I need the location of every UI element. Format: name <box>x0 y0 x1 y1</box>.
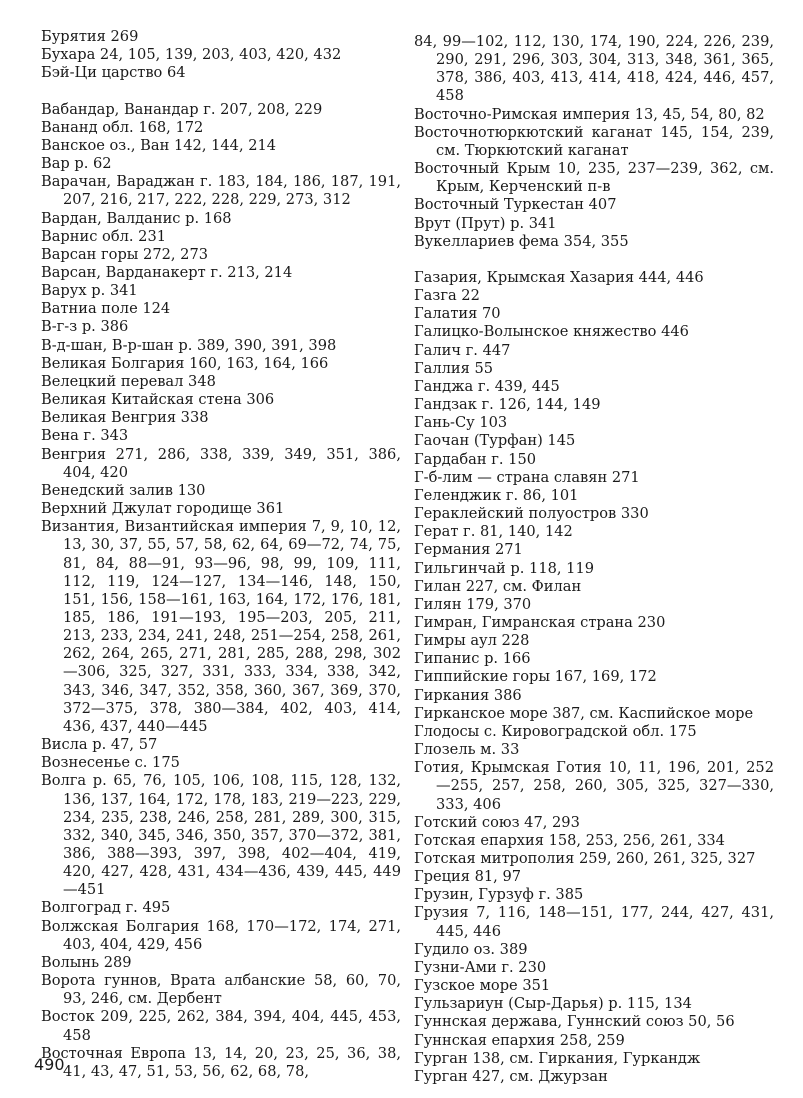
index-entry: Вабандар, Ванандар г. 207, 208, 229 <box>41 100 323 118</box>
index-entry: Геленджик г. 86, 101 <box>414 486 579 504</box>
index-entry: Варсан горы 272, 273 <box>41 245 209 263</box>
index-entry: Готская митрополия 259, 260, 261, 325, 327 <box>414 850 756 868</box>
index-entry: В-г-з р. 386 <box>41 318 129 336</box>
index-entry: Вена г. 343 <box>41 427 129 445</box>
index-entry: Варух р. 341 <box>41 282 138 300</box>
index-entry: Гилан 227, см. Филан <box>414 577 582 595</box>
index-entry: Грузия 7, 116, 148—151, 177, 244, 427, 431, 445, 446 <box>414 904 774 940</box>
index-entry: Велецкий перевал 348 <box>41 372 216 390</box>
index-entry: 84, 99—102, 112, 130, 174, 190, 224, 226, 239, 290, 291, 296, 303, 304, 313, 348, 361, 365, 378, 386, 403, 413, 414, 418, 424, 446, 457, 458 <box>414 33 774 105</box>
index-entry: Волынь 289 <box>41 953 132 971</box>
index-column-left <box>41 28 401 1081</box>
index-entry: Восточный Туркестан 407 <box>414 196 617 214</box>
index-section-gap <box>41 82 401 100</box>
index-entry: Гильгинчай р. 118, 119 <box>414 559 595 577</box>
index-entry: Восточная Европа 13, 14, 20, 23, 25, 36, 38, 41, 43, 47, 51, 53, 56, 62, 68, 78, <box>41 1044 401 1080</box>
index-entry: Гардабан г. 150 <box>414 450 537 468</box>
index-entry: Гуннская епархия 258, 259 <box>414 1031 625 1049</box>
index-entry: В-д-шан, В-р-шан р. 389, 390, 391, 398 <box>41 336 337 354</box>
index-entry: Великая Венгрия 338 <box>41 409 209 427</box>
index-entry: Глозель м. 33 <box>414 741 520 759</box>
index-entry: Гиркания 386 <box>414 686 522 704</box>
index-entry: Волга р. 65, 76, 105, 106, 108, 115, 128, 132, 136, 137, 164, 172, 178, 183, 219—223, 229, 234, 235, 238, 246, 258, 281, 289, 300, 315, 332, 340, 345, 346, 350, 357, 370—372, 381, 386, 388—393, 397, 398, 402—404, 419, 420, 427, 428, 431, 434—436, 439, 445, 449—451 <box>41 772 401 899</box>
index-entry: Волжская Болгария 168, 170—172, 174, 271, 403, 404, 429, 456 <box>41 917 401 953</box>
index-entry: Ванское оз., Ван 142, 144, 214 <box>41 136 277 154</box>
index-entry: Галлия 55 <box>414 359 494 377</box>
index-entry: Вознесенье с. 175 <box>41 754 180 772</box>
index-entry: Гуннская держава, Гуннский союз 50, 56 <box>414 1013 735 1031</box>
index-entry: Варнис обл. 231 <box>41 227 167 245</box>
index-entry: Готская епархия 158, 253, 256, 261, 334 <box>414 831 725 849</box>
index-entry: Бурятия 269 <box>41 28 139 45</box>
index-entry: Г-б-лим — страна славян 271 <box>414 468 640 486</box>
index-entry: Вар р. 62 <box>41 155 112 173</box>
index-entry: Восток 209, 225, 262, 384, 394, 404, 445, 453, 458 <box>41 1008 401 1044</box>
index-entry: Гимры аул 228 <box>414 632 530 650</box>
index-entry: Гульзариун (Сыр-Дарья) р. 115, 134 <box>414 995 692 1013</box>
page-number: 490 <box>34 1055 65 1074</box>
index-entry: Византия, Византийская империя 7, 9, 10, 12, 13, 30, 37, 55, 57, 58, 62, 64, 69—72, 74, 75, 81, 84, 88—91, 93—96, 98, 99, 109, 111, 112, 119, 124—127, 134—146, 148, 150, 151, 156, 158—161, 163, 164, 172, 176, 181, 185, 186, 191—193, 195—203, 205, 211, 213, 233, 234, 241, 248, 251—254, 258, 261, 262, 264, 265, 271, 281, 285, 288, 298, 302—306, 325, 327, 331, 333, 334, 338, 342, 343, 346, 347, 352, 358, 360, 367, 369, 370, 372—375, 378, 380—384, 402, 403, 414, 436, 437, 440—445 <box>41 518 401 735</box>
index-entry: Волгоград г. 495 <box>41 899 171 917</box>
index-entry: Грузин, Гурзуф г. 385 <box>414 886 584 904</box>
index-entry: Венгрия 271, 286, 338, 339, 349, 351, 386, 404, 420 <box>41 445 401 481</box>
index-entry: Гузни-Ами г. 230 <box>414 958 547 976</box>
index-entry: Глодосы с. Кировоградской обл. 175 <box>414 722 697 740</box>
index-entry: Гирканское море 387, см. Каспийское море <box>414 704 754 722</box>
index-entry: Вананд обл. 168, 172 <box>41 118 204 136</box>
index-entry: Варачан, Вараджан г. 183, 184, 186, 187, 191, 207, 216, 217, 222, 228, 229, 273, 312 <box>41 173 401 209</box>
index-entry: Бэй-Ци царство 64 <box>41 64 186 82</box>
index-entry: Висла р. 47, 57 <box>41 736 158 754</box>
index-entry: Гипанис р. 166 <box>414 650 531 668</box>
index-entry: Гиппийские горы 167, 169, 172 <box>414 668 657 686</box>
index-entry: Гаочан (Турфан) 145 <box>414 432 576 450</box>
index-entry: Ворота гуннов, Врата албанские 58, 60, 70, 93, 246, см. Дербент <box>41 972 401 1008</box>
index-entry: Гудило оз. 389 <box>414 940 528 958</box>
index-entry: Гань-Су 103 <box>414 414 508 432</box>
index-entry: Вукеллариев фема 354, 355 <box>414 232 629 250</box>
index-entry: Ватниа поле 124 <box>41 300 171 318</box>
index-entry: Галатия 70 <box>414 305 501 323</box>
index-entry: Греция 81, 97 <box>414 868 522 886</box>
index-entry: Восточнотюркютский каганат 145, 154, 239, см. Тюркютский каганат <box>414 123 774 159</box>
index-entry: Великая Болгария 160, 163, 164, 166 <box>41 354 329 372</box>
index-entry: Восточно-Римская империя 13, 45, 54, 80, 82 <box>414 105 765 123</box>
index-entry: Варсан, Варданакерт г. 213, 214 <box>41 264 293 282</box>
index-entry: Гимран, Гимранская страна 230 <box>414 613 666 631</box>
index-entry: Готский союз 47, 293 <box>414 813 580 831</box>
index-entry: Газария, Крымская Хазария 444, 446 <box>414 269 704 287</box>
index-entry: Вардан, Валданис р. 168 <box>41 209 232 227</box>
index-entry: Гандзак г. 126, 144, 149 <box>414 396 601 414</box>
index-entry: Гузское море 351 <box>414 977 551 995</box>
index-entry: Готия, Крымская Готия 10, 11, 196, 201, 252—255, 257, 258, 260, 305, 325, 327—330, 333, 406 <box>414 759 774 813</box>
index-entry: Германия 271 <box>414 541 523 559</box>
index-entry: Великая Китайская стена 306 <box>41 391 275 409</box>
index-entry: Врут (Прут) р. 341 <box>414 214 557 232</box>
index-section-gap <box>414 251 774 269</box>
index-entry: Гилян 179, 370 <box>414 595 532 613</box>
index-entry: Восточный Крым 10, 235, 237—239, 362, см. Крым, Керченский п-в <box>414 160 774 196</box>
index-entry: Ганджа г. 439, 445 <box>414 377 560 395</box>
index-entry: Газга 22 <box>414 287 480 305</box>
index-entry: Галицко-Волынское княжество 446 <box>414 323 689 341</box>
index-column-right <box>414 33 774 1086</box>
index-entry: Гераклейский полуостров 330 <box>414 505 649 523</box>
index-entry: Герат г. 81, 140, 142 <box>414 523 573 541</box>
index-entry: Гурган 427, см. Джурзан <box>414 1067 608 1085</box>
index-entry: Галич г. 447 <box>414 341 511 359</box>
index-entry: Бухара 24, 105, 139, 203, 403, 420, 432 <box>41 46 342 64</box>
index-entry: Верхний Джулат городище 361 <box>41 500 285 518</box>
index-entry: Венедский залив 130 <box>41 481 206 499</box>
index-entry: Гурган 138, см. Гиркания, Гуркандж <box>414 1049 701 1067</box>
